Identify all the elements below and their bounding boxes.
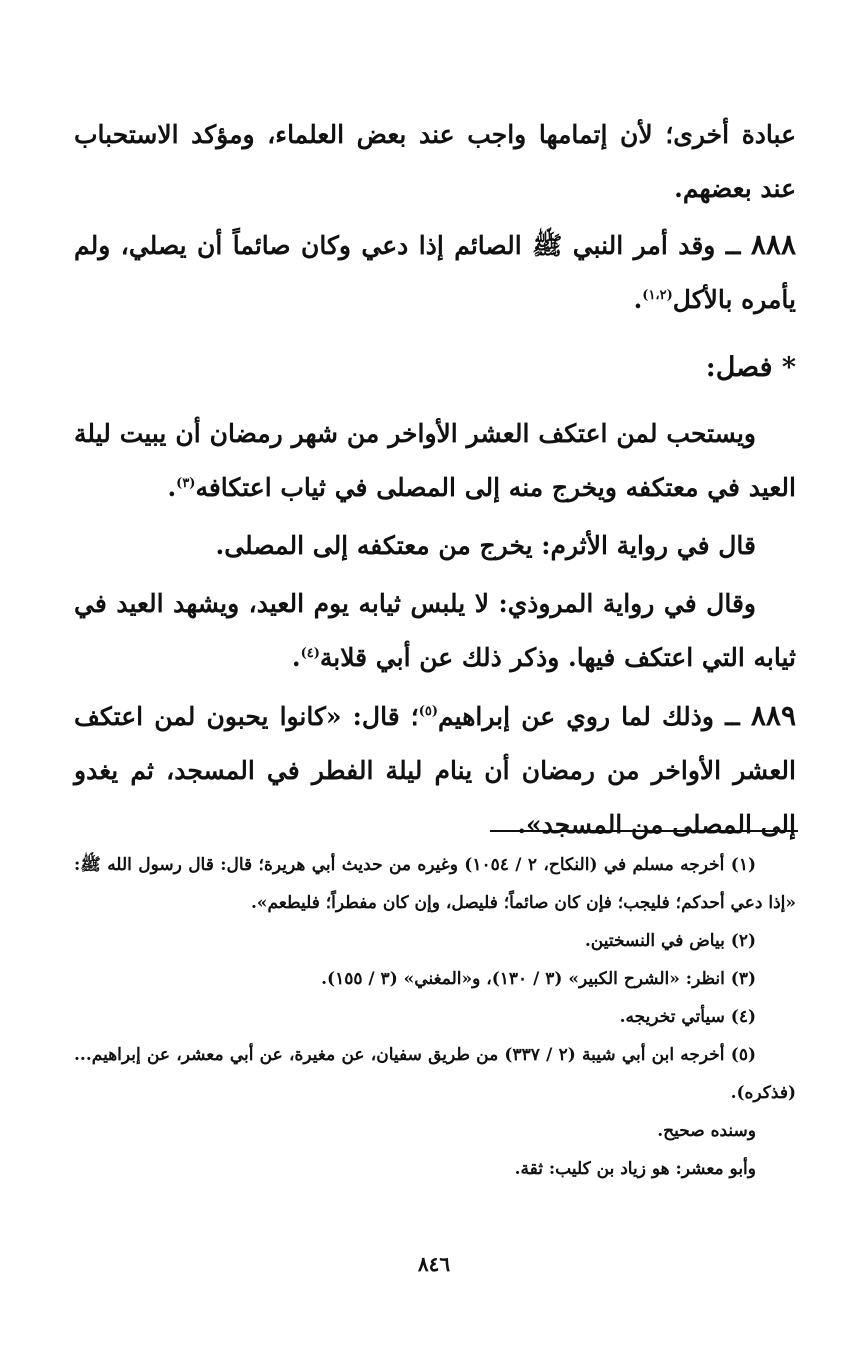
paragraph-text: ؛ قال: «كانوا يحبون لمن اعتكف العشر الأواخر من رمضان أن ينام ليلة الفطر في المسجد، ثم يغدو إلى المصلى من المسجد». <box>74 702 796 839</box>
paragraph-end: . <box>291 643 301 672</box>
footnote-ref: (١،٢) <box>642 288 673 303</box>
issue-number: ٨٨٩ <box>750 699 796 732</box>
paragraph-text: ــ وذلك لما روي عن إبراهيم <box>438 702 751 731</box>
footnote-ref: (٣) <box>176 476 196 491</box>
page-number: ٨٤٦ <box>417 1252 451 1276</box>
footnotes <box>74 846 796 1188</box>
paragraph-text: ــ وقد أمر النبي ﷺ الصائم إذا دعي وكان صائماً أن يصلي، ولم يأمره بالأكل <box>74 231 796 314</box>
paragraph <box>74 407 796 515</box>
main-text <box>74 108 796 852</box>
paragraph-888 <box>74 218 796 327</box>
issue-number: ٨٨٨ <box>750 228 796 261</box>
footnote-5: (٥) أخرجه ابن أبي شيبة (٢ / ٣٣٧) من طريق سفيان، عن مغيرة، عن أبي معشر، عن إبراهيم... (فذكره). <box>74 1045 796 1103</box>
paragraph: عبادة أخرى؛ لأن إتمامها واجب عند بعض العلماء، ومؤكد الاستحباب عند بعضهم. <box>74 120 796 203</box>
paragraph-889 <box>74 689 796 852</box>
footnote-2: (٢) بياض في النسختين. <box>584 931 756 951</box>
paragraph: قال في رواية الأثرم: يخرج من معتكفه إلى المصلى. <box>215 531 756 560</box>
footnote-3: (٣) انظر: «الشرح الكبير» (٣ / ١٣٠)، و«المغني» (٣ / ١٥٥). <box>321 969 756 989</box>
paragraph <box>74 577 796 685</box>
footnote-5-note: وسنده صحيح. <box>657 1121 756 1141</box>
paragraph-end: . <box>633 285 643 314</box>
paragraph-text: وقال في رواية المروذي: لا يلبس ثيابه يوم العيد، ويشهد العيد في ثيابه التي اعتكف فيها. وذكر ذلك عن أبي قلابة <box>74 589 796 672</box>
footnote-ref: (٤) <box>300 646 320 661</box>
footnote-ref: (٥) <box>418 704 439 719</box>
section-heading: * فصل: <box>705 352 796 383</box>
footnote-5-note: وأبو معشر: هو زياد بن كليب: ثقة. <box>514 1159 756 1179</box>
paragraph-end: . <box>167 473 177 502</box>
footnote-divider <box>490 830 798 832</box>
footnote-4: (٤) سيأتي تخريجه. <box>619 1007 756 1027</box>
footnote-1: (١) أخرجه مسلم في (النكاح، ٢ / ١٠٥٤) وغيره من حديث أبي هريرة؛ قال: قال رسول الله ﷺ: «إذا دعي أحدكم؛ فليجب؛ فإن كان صائماً؛ فليصل، وإن كان مفطراً؛ فليطعم». <box>74 855 796 913</box>
paragraph-text: ويستحب لمن اعتكف العشر الأواخر من شهر رمضان أن يبيت ليلة العيد في معتكفه ويخرج منه إلى المصلى في ثياب اعتكافه <box>74 419 796 502</box>
